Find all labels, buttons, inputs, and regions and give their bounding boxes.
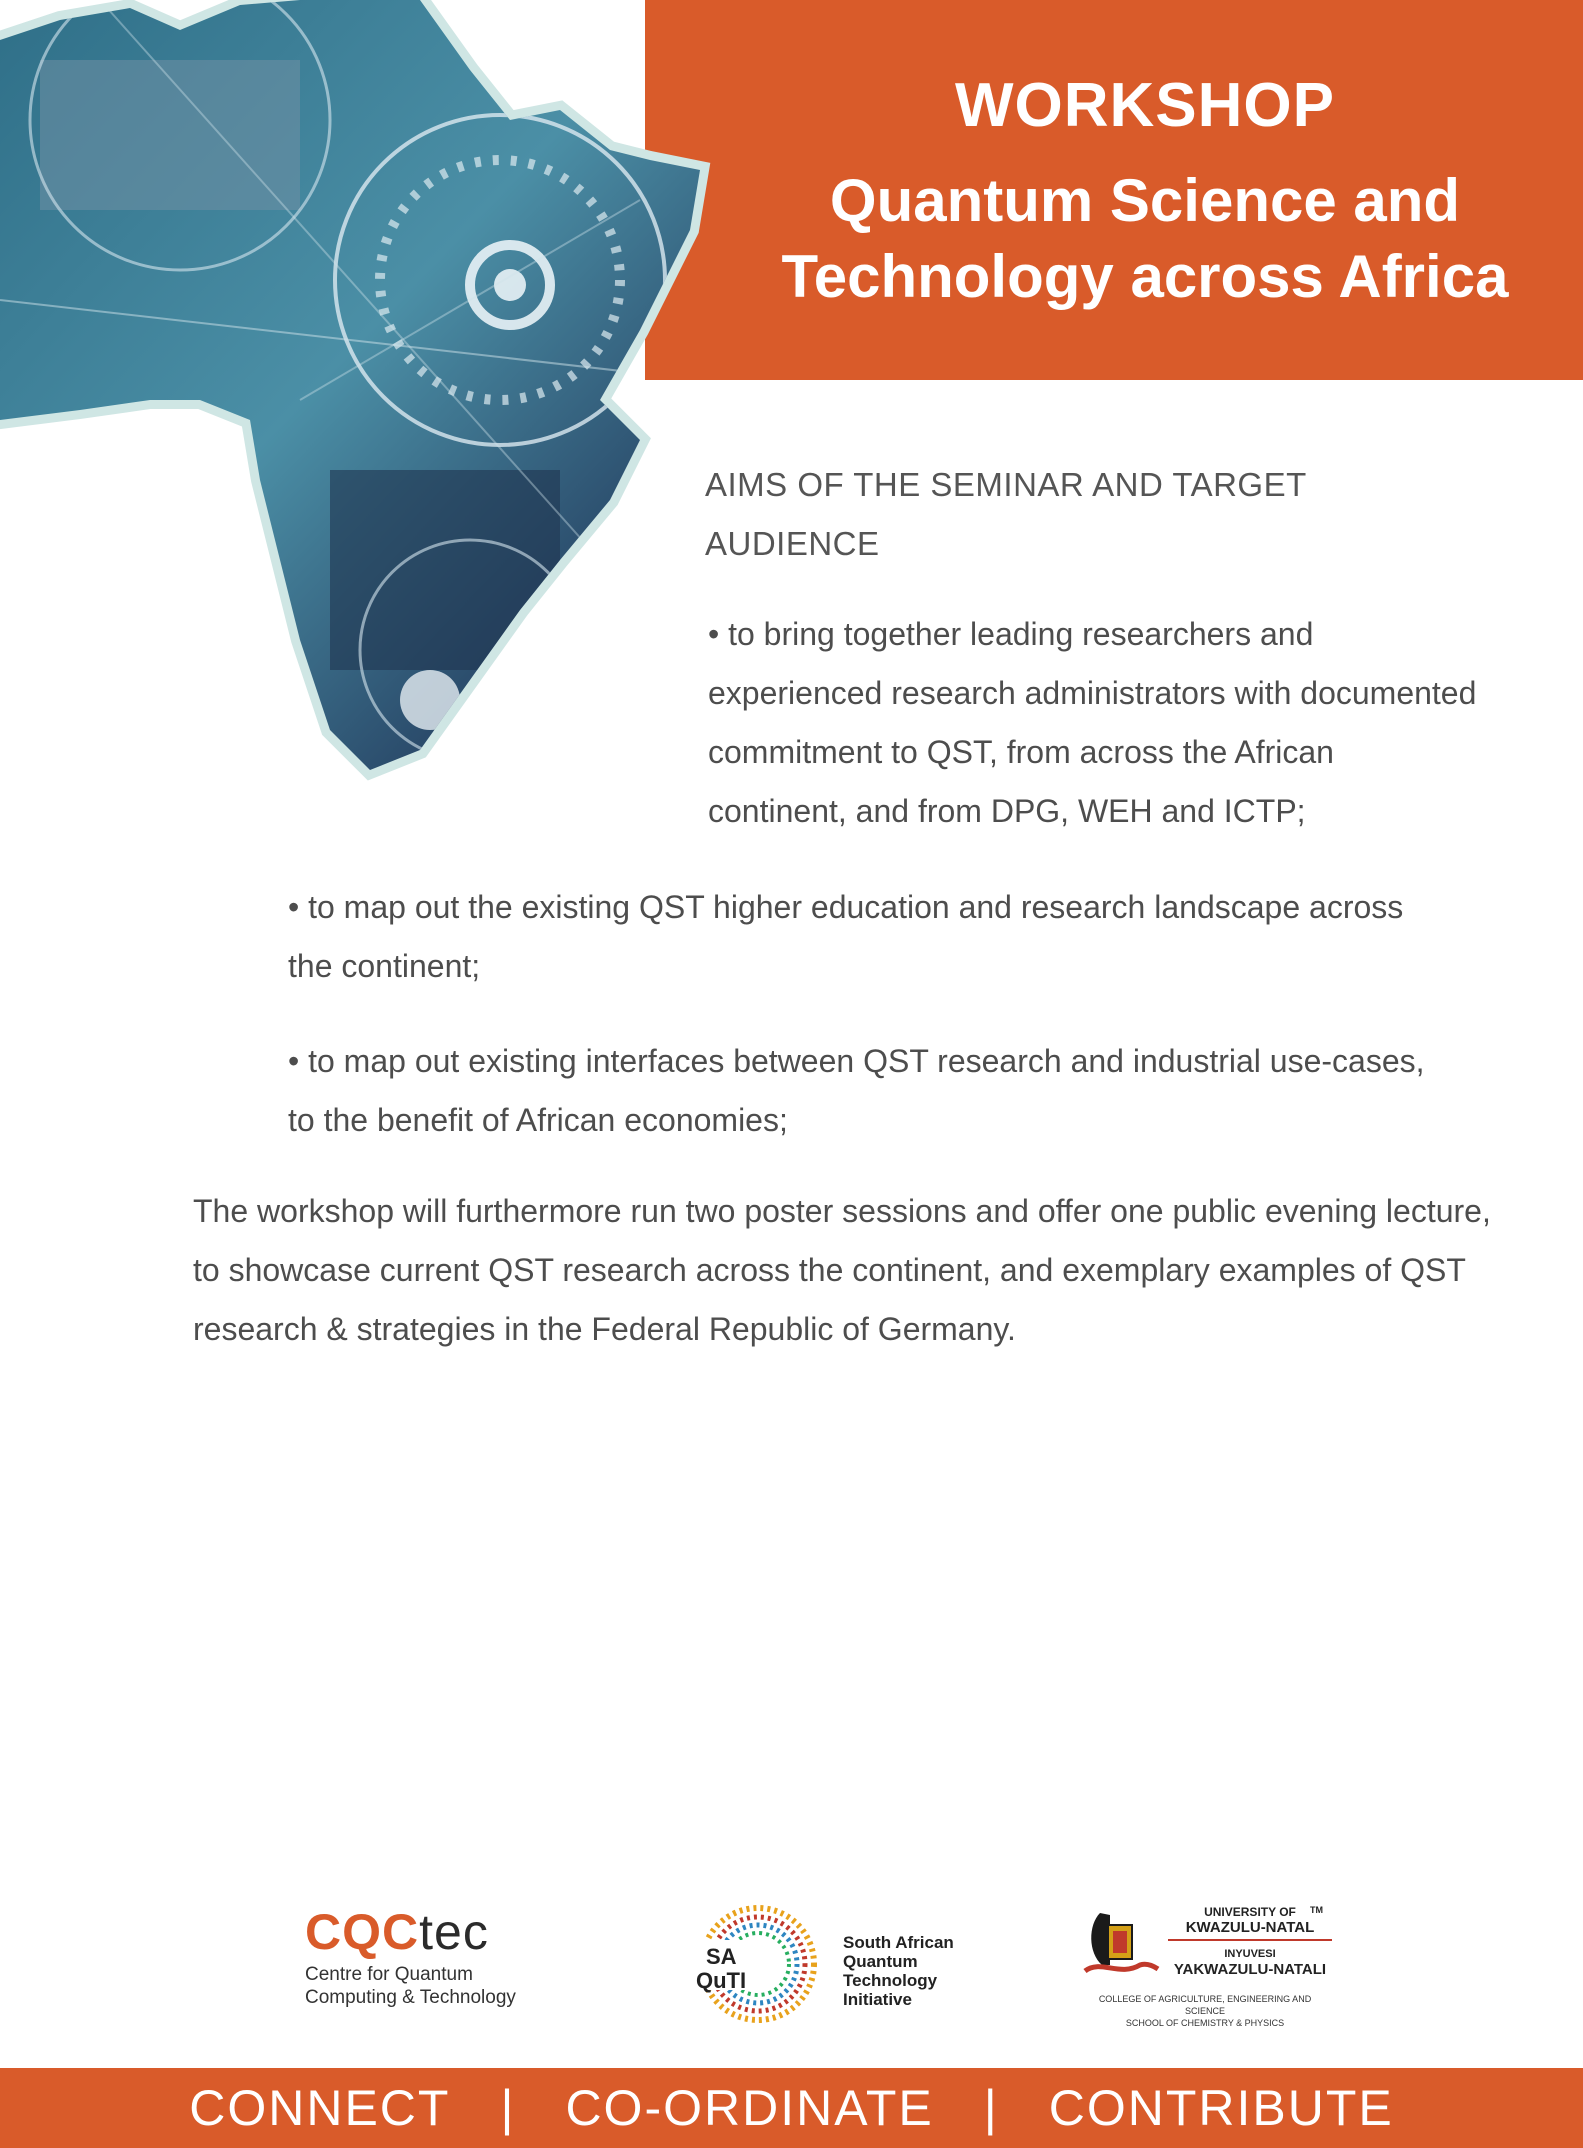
footer-word-coordinate: CO-ORDINATE <box>565 2080 934 2136</box>
footer-separator: | <box>983 2080 999 2136</box>
cqctec-subtitle: Centre for Quantum Computing & Technology <box>305 1964 516 2008</box>
map-ring <box>494 269 526 301</box>
svg-text:SA: SA <box>706 1944 737 1969</box>
footer-separator: | <box>500 2080 516 2136</box>
page-title <box>720 163 1570 315</box>
aims-item: • to map out existing interfaces between QST research and industrial use-cases, to the benefit of African economies; <box>288 1043 1425 1138</box>
closing-paragraph: The workshop will furthermore run two poster sessions and offer one public evening lecture, to showcase current QST research across the continent, and exemplary examples of QST research & strategies in the Federal Republic of Germany. <box>193 1193 1491 1347</box>
ukzn-logo <box>1080 1905 1330 2028</box>
header-kicker: WORKSHOP <box>955 71 1335 140</box>
saquti-badge-icon <box>690 1900 840 2030</box>
page-title-line: Technology across Africa <box>781 243 1509 310</box>
footer-word-contribute: CONTRIBUTE <box>1048 2080 1394 2136</box>
ukzn-divider <box>1168 1939 1332 1941</box>
africa-map-illustration <box>0 0 760 800</box>
footer-word-connect: CONNECT <box>189 2080 451 2136</box>
aims-heading: AIMS OF THE SEMINAR AND TARGET AUDIENCE <box>705 466 1307 562</box>
header-title-block <box>720 70 1570 315</box>
cqctec-logo <box>305 1905 565 2009</box>
saquti-name: South African Quantum Technology Initiative <box>843 1933 954 2009</box>
aims-item: • to map out the existing QST higher education and research landscape across the continent; <box>288 889 1404 984</box>
footer-band <box>0 2068 1583 2148</box>
svg-text:QuTI: QuTI <box>696 1968 747 1993</box>
saquti-logo <box>690 1900 980 2030</box>
ukzn-trademark: TM <box>1310 1905 1323 1915</box>
map-photo-panel <box>40 60 300 210</box>
ukzn-college: COLLEGE OF AGRICULTURE, ENGINEERING AND SCIENCE SCHOOL OF CHEMISTRY & PHYSICS <box>1098 1994 1312 2028</box>
cqctec-wordmark: CQCtec <box>305 1904 489 1960</box>
ukzn-name: UNIVERSITY OF KWAZULU-NATAL INYUVESI YAKWAZULU-NATALI <box>1160 1905 1340 1978</box>
page-title-line: Quantum Science and <box>829 167 1461 234</box>
ukzn-crest-icon <box>1080 1905 1160 1985</box>
map-photo-panel <box>330 470 560 670</box>
aims-item: • to bring together leading researchers and experienced research administrators with documented commitment to QST, from across the African continent, and from DPG, WEH and ICTP; <box>708 616 1477 829</box>
